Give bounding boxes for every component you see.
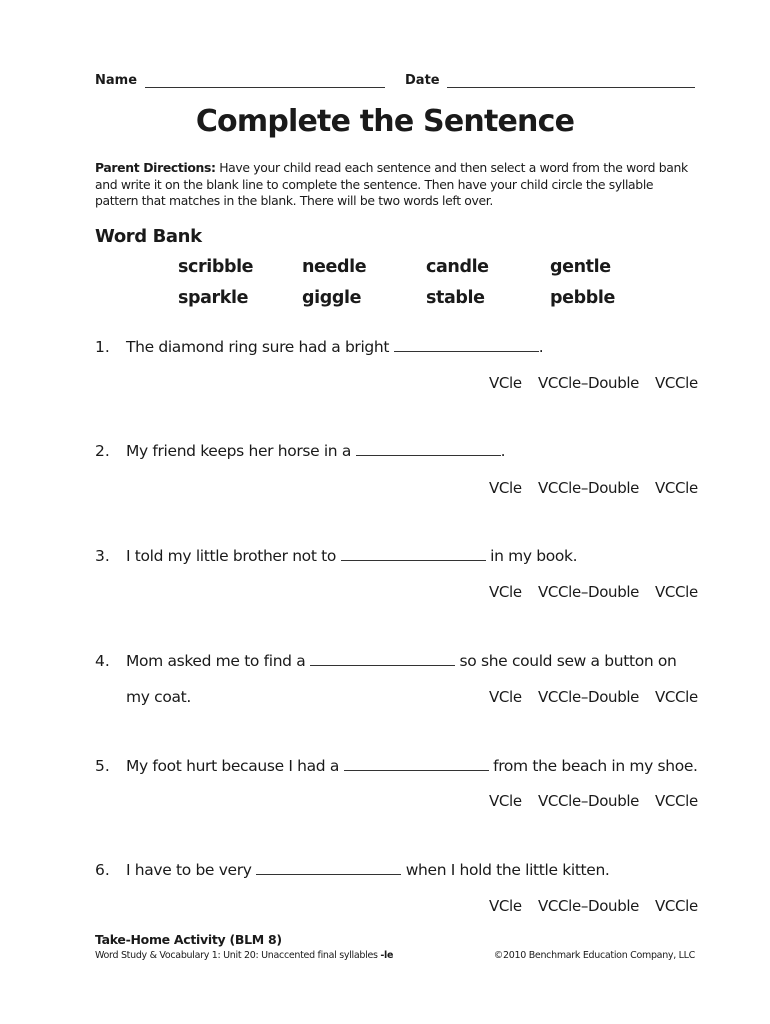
word-bank-word: candle (426, 257, 489, 277)
question-sentence (126, 338, 543, 356)
sentence-continuation: my coat. (126, 688, 191, 706)
word-bank-word: gentle (550, 257, 611, 277)
question-sentence (126, 652, 677, 670)
sentence-start: Mom asked me to find a (126, 652, 306, 670)
choice-vcle[interactable]: VCle (489, 688, 522, 706)
question-number: 1. (95, 338, 110, 356)
sentence-end: when I hold the little kitten. (405, 861, 610, 879)
question-number: 4. (95, 652, 110, 670)
sentence-end: in my book. (490, 547, 578, 565)
question-number: 3. (95, 547, 110, 565)
page-title: Complete the Sentence (195, 104, 575, 139)
question-number: 2. (95, 442, 110, 460)
date-line[interactable] (447, 87, 695, 88)
footer-subtitle-text: Word Study & Vocabulary 1: Unit 20: Unaccented final syllables (95, 950, 381, 961)
syllable-choices (0, 792, 770, 812)
copyright: ©2010 Benchmark Education Company, LLC (493, 950, 695, 961)
sentence-start: The diamond ring sure had a bright (126, 338, 390, 356)
answer-blank[interactable] (394, 339, 539, 352)
choice-vccle-double[interactable]: VCCle–Double (538, 688, 640, 706)
directions-label: Parent Directions: (95, 160, 216, 175)
choice-vccle[interactable]: VCCle (655, 688, 698, 706)
sentence-end: so she could sew a button on (459, 652, 677, 670)
question-sentence (126, 757, 698, 775)
syllable-choices (0, 897, 770, 917)
word-bank-word: scribble (178, 257, 254, 277)
sentence-start: My friend keeps her horse in a (126, 442, 352, 460)
choice-vcle[interactable]: VCle (489, 897, 522, 915)
question-number: 5. (95, 757, 110, 775)
footer-subtitle (95, 950, 393, 961)
word-bank-word: needle (302, 257, 367, 277)
sentence-end: from the beach in my shoe. (493, 757, 698, 775)
answer-blank[interactable] (310, 653, 455, 666)
choice-vcle[interactable]: VCle (489, 792, 522, 810)
question-sentence (126, 442, 505, 460)
word-bank-word: pebble (550, 288, 615, 308)
question-sentence (126, 547, 577, 565)
sentence-start: I have to be very (126, 861, 252, 879)
syllable-choices (0, 479, 770, 499)
choice-vccle[interactable]: VCCle (655, 897, 698, 915)
word-bank-word: giggle (302, 288, 362, 308)
word-bank-word: stable (426, 288, 485, 308)
parent-directions (95, 160, 695, 210)
choice-vccle-double[interactable]: VCCle–Double (538, 583, 640, 601)
question-number: 6. (95, 861, 110, 879)
choice-vccle[interactable]: VCCle (655, 583, 698, 601)
sentence-end: . (538, 338, 544, 356)
sentence-start: I told my little brother not to (126, 547, 336, 565)
name-label: Name (95, 73, 138, 88)
answer-blank[interactable] (256, 862, 401, 875)
answer-blank[interactable] (356, 443, 501, 456)
choice-vcle[interactable]: VCle (489, 583, 522, 601)
choice-vccle-double[interactable]: VCCle–Double (538, 479, 640, 497)
choice-vccle-double[interactable]: VCCle–Double (538, 897, 640, 915)
choice-vccle-double[interactable]: VCCle–Double (538, 374, 640, 392)
directions-text: Have your child read each sentence and then select a word from the word bank and write it on the blank line to complete the sentence. Then have your child circle the syllable pattern that matches in the blank. There will be two words left over. (95, 160, 688, 208)
choice-vccle[interactable]: VCCle (655, 374, 698, 392)
footer-title: Take-Home Activity (BLM 8) (95, 932, 282, 947)
choice-vcle[interactable]: VCle (489, 479, 522, 497)
syllable-choices (0, 374, 770, 394)
syllable-choices (0, 688, 770, 708)
syllable-choices (0, 583, 770, 603)
choice-vccle[interactable]: VCCle (655, 792, 698, 810)
word-bank-word: sparkle (178, 288, 249, 308)
date-label: Date (405, 73, 440, 88)
footer-subtitle-suffix: -le (380, 950, 394, 961)
sentence-end: . (500, 442, 506, 460)
sentence-start: My foot hurt because I had a (126, 757, 339, 775)
answer-blank[interactable] (341, 548, 486, 561)
name-line[interactable] (145, 87, 385, 88)
choice-vccle-double[interactable]: VCCle–Double (538, 792, 640, 810)
choice-vccle[interactable]: VCCle (655, 479, 698, 497)
word-bank-heading: Word Bank (95, 226, 202, 247)
answer-blank[interactable] (344, 758, 489, 771)
choice-vcle[interactable]: VCle (489, 374, 522, 392)
question-sentence (126, 861, 610, 879)
